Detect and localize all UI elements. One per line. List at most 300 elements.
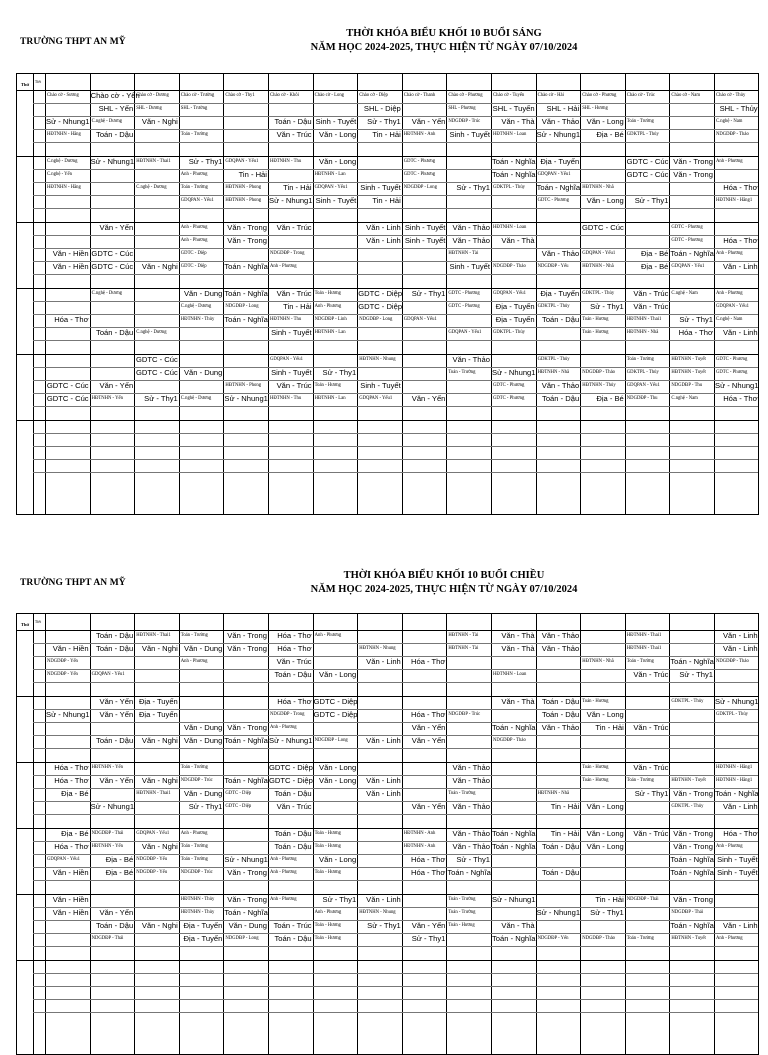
lesson-cell: Địa - Tuyến <box>183 921 223 930</box>
lesson-cell: C.nghệ - Dương <box>136 185 167 190</box>
lesson-cell: Văn - Long <box>319 855 357 864</box>
lesson-cell: Sinh - Tuyết <box>404 223 446 232</box>
lesson-cell: Chào cờ - Sương <box>47 93 79 98</box>
lesson-cell: Văn - Linh <box>366 223 401 232</box>
lesson-cell: Văn - Thà <box>501 697 535 706</box>
lesson-cell: GDKTPL - Thủy <box>493 185 526 190</box>
lesson-cell: Văn - Nghi <box>141 644 178 653</box>
lesson-cell: Văn - Trúc <box>633 289 669 298</box>
lesson-cell: Văn - Long <box>319 776 357 785</box>
lesson-cell: GDTC - Phương <box>448 304 480 309</box>
lesson-cell: HĐTNHN - Thủy <box>180 897 215 902</box>
lesson-cell: NDGDĐP - Yếu <box>136 857 168 862</box>
lesson-cell: GDQPAN - Yếu1 <box>671 264 705 269</box>
lesson-cell: NDGDĐP - Thu <box>626 396 658 401</box>
lesson-cell: Văn - Linh <box>366 236 401 245</box>
lesson-cell: Văn - Yến <box>99 776 134 785</box>
lesson-cell: GDTC - Diệp <box>180 251 207 256</box>
grid-row-line <box>33 142 758 143</box>
lesson-cell: Anh - Phương <box>716 251 743 256</box>
lesson-cell: GDQPAN - Yếu1 <box>47 857 80 862</box>
lesson-cell: Sinh - Tuyết <box>315 117 357 126</box>
lesson-cell: HĐTNHN - Hằng1 <box>716 765 753 770</box>
lesson-cell: Văn - Hiền <box>52 895 89 904</box>
lesson-cell: Toán - Nghĩa <box>492 934 536 943</box>
lesson-cell: Văn - Linh <box>366 657 401 666</box>
lesson-cell: Toán - Trường <box>180 844 208 849</box>
lesson-cell: Sử - Nhung1 <box>715 697 759 706</box>
lesson-cell: Văn - Trong <box>673 157 713 166</box>
lesson-cell: Toán - Dậu <box>542 710 580 719</box>
lesson-cell: Anh - Phương <box>716 936 743 941</box>
lesson-cell: Chào cờ - Khôi <box>270 93 299 98</box>
lesson-cell: Sử - Thy1 <box>144 394 178 403</box>
lesson-cell: HĐTNHN - Nhã <box>582 185 614 190</box>
lesson-cell: HĐTNHN - Yến <box>91 765 123 770</box>
lesson-cell: GDTC - Phương <box>671 225 703 230</box>
lesson-cell: Địa - Bé <box>596 394 624 403</box>
lesson-cell: GDTC - Cúc <box>46 394 89 403</box>
lesson-cell: HĐTNHN - Thu <box>270 396 302 401</box>
grid-row-line <box>33 472 758 473</box>
lesson-cell: Toán - Nghĩa <box>224 262 268 271</box>
lesson-cell: Văn - Thảo <box>452 776 490 785</box>
grid-row-line <box>17 960 758 961</box>
lesson-cell: Toán - Dậu <box>274 670 312 679</box>
lesson-cell: SHL - Phương <box>448 106 476 111</box>
lesson-cell: Toán - Trường <box>626 778 654 783</box>
lesson-cell: GDTC - Diệp <box>358 289 403 298</box>
lesson-cell: Toán - Nghĩa <box>670 855 714 864</box>
lesson-cell: Văn - Linh <box>722 644 758 653</box>
lesson-cell: C.nghệ - Dương <box>180 304 212 309</box>
lesson-cell: Toán - Dậu <box>542 315 580 324</box>
lesson-cell: Văn - Hiền <box>52 249 89 258</box>
lesson-cell: Tin - Hải <box>372 196 401 205</box>
lesson-cell: Toán - Dậu <box>274 842 312 851</box>
lesson-cell: GDTC - Phương <box>448 291 480 296</box>
lesson-cell: HĐTNHN - Lan <box>314 172 346 177</box>
lesson-cell: C.nghệ - Dương <box>180 396 212 401</box>
lesson-cell: Toán - Hương <box>582 699 609 704</box>
lesson-cell: Văn - Long <box>319 763 357 772</box>
lesson-cell: Văn - Yến <box>411 394 446 403</box>
lesson-cell: Địa - Bé <box>61 829 89 838</box>
lesson-cell: Sinh - Tuyết <box>271 328 312 337</box>
lesson-cell: GDTC - Diệp <box>225 791 252 796</box>
lesson-cell: NDGDĐP - Trúc <box>448 712 481 717</box>
schedule-title <box>196 569 692 596</box>
lesson-cell: Toán - Nghĩa <box>224 776 268 785</box>
grid-row-line <box>33 1012 758 1013</box>
lesson-cell: NDGDĐP - Yến <box>47 659 78 664</box>
lesson-cell: Văn - Thảo <box>452 842 490 851</box>
lesson-cell: Văn - Thảo <box>452 802 490 811</box>
lesson-cell: GDKTPL - Thủy <box>626 132 659 137</box>
lesson-cell: Văn - Hiền <box>52 908 89 917</box>
lesson-cell: NDGDĐP - Long <box>359 317 393 322</box>
lesson-cell: Văn - Trúc <box>276 657 312 666</box>
lesson-cell: Hóa - Thơ <box>723 829 758 838</box>
lesson-cell: GDQPAN - Yếu1 <box>537 172 571 177</box>
lesson-cell: HĐTNHN - Thu <box>270 317 302 322</box>
lesson-cell: Văn - Linh <box>722 921 758 930</box>
lesson-cell: Sinh - Tuyết <box>717 855 758 864</box>
lesson-cell: Tin - Hải <box>595 723 624 732</box>
lesson-cell: Văn - Hiền <box>52 262 89 271</box>
lesson-cell: Sử - Nhung1 <box>90 157 135 166</box>
lesson-cell: HĐTNHN - Tài <box>448 633 479 638</box>
lesson-cell: Toán - Hương <box>448 923 475 928</box>
lesson-cell: NDGDĐP - Trúc <box>180 778 213 783</box>
lesson-cell: GDTC - Phương <box>403 159 436 164</box>
lesson-cell: NDGDĐP - Yến <box>47 672 78 677</box>
lesson-cell: Toán - Nghĩa <box>224 736 268 745</box>
lesson-cell: Văn - Trong <box>673 829 713 838</box>
lesson-cell: HĐTNHN - Thai1 <box>136 791 171 796</box>
lesson-cell: Văn - Trong <box>227 236 267 245</box>
lesson-cell: NDGDĐP - Long <box>403 185 437 190</box>
lesson-cell: Văn - Trúc <box>633 763 669 772</box>
lesson-cell: HĐTNHN - Thai1 <box>136 159 171 164</box>
lesson-cell: Sinh - Tuyết <box>360 381 401 390</box>
lesson-cell: Toán - Nghĩa <box>492 170 536 179</box>
lesson-cell: Toán - Hương <box>314 291 341 296</box>
lesson-cell: Sử - Thy1 <box>590 908 624 917</box>
lesson-cell: Chào cờ - Phương <box>582 93 617 98</box>
lesson-cell: Văn - Yến <box>99 223 134 232</box>
lesson-cell: NDGDĐP - Thảo <box>716 132 749 137</box>
lesson-cell: GDTC - Cúc <box>91 249 134 258</box>
lesson-cell: Chào cờ - Trường <box>180 93 215 98</box>
lesson-cell: Văn - Trúc <box>633 670 669 679</box>
title-line-2: NĂM HỌC 2024-2025, THỰC HIỆN TỪ NGÀY 07/10/2024 <box>310 41 578 53</box>
lesson-cell: NDGDĐP - Thái <box>91 936 124 941</box>
lesson-cell: Tin - Hải <box>595 895 624 904</box>
grid-row-line <box>33 854 758 855</box>
lesson-cell: Văn - Linh <box>366 776 401 785</box>
lesson-cell: Văn - Nghi <box>141 262 178 271</box>
grid-col-line <box>33 74 34 514</box>
school-name: TRƯỜNG THPT AN MỸ <box>20 37 126 47</box>
lesson-cell: HĐTNHN - Thủy <box>180 317 215 322</box>
lesson-cell: GDTC - Diệp <box>225 804 252 809</box>
lesson-cell: Anh - Phương <box>314 633 342 638</box>
schedule-title <box>196 27 692 54</box>
lesson-cell: Sử - Thy1 <box>679 670 713 679</box>
lesson-cell: Sử - Nhung1 <box>46 117 90 126</box>
lesson-cell: Toán - Trường <box>626 119 654 124</box>
lesson-cell: Toán - Hương <box>314 844 341 849</box>
lesson-cell: Văn - Long <box>319 157 357 166</box>
lesson-cell: Văn - Thà <box>501 631 535 640</box>
lesson-cell: HĐTNHN - Loan <box>493 672 527 677</box>
lesson-cell: Chào cờ - Hải <box>537 93 564 98</box>
lesson-cell: HĐTNHN - Lan <box>314 396 346 401</box>
lesson-cell: Toán - Dậu <box>96 921 134 930</box>
lesson-cell: Địa - Tuyến <box>138 697 178 706</box>
grid-row-line <box>33 907 758 908</box>
lesson-cell: SHL - Tuyến <box>492 104 535 113</box>
lesson-cell: SHL - Diệp <box>363 104 401 113</box>
lesson-cell: Tin - Hải <box>550 829 580 838</box>
lesson-cell: C.nghệ - Dương <box>91 291 123 296</box>
lesson-cell: Hóa - Thơ <box>54 763 89 772</box>
lesson-cell: Toán - Hương <box>582 317 609 322</box>
lesson-cell: Văn - Yến <box>99 908 134 917</box>
lesson-cell: Sử - Thy1 <box>634 196 669 205</box>
lesson-cell: Anh - Phương <box>314 910 342 915</box>
lesson-cell: Anh - Phương <box>716 291 743 296</box>
lesson-cell: Sử - Thy1 <box>188 157 223 166</box>
grid-col-line <box>134 74 135 514</box>
lesson-cell: Văn - Nghi <box>141 921 178 930</box>
title-line-2: NĂM HỌC 2024-2025, THỰC HIỆN TỪ NGÀY 07/10/2024 <box>310 583 578 595</box>
lesson-cell: HĐTNHN - Phong <box>225 198 262 203</box>
lesson-cell: Tin - Hải <box>550 802 580 811</box>
lesson-cell: HĐTNHN - Hằng <box>47 132 81 137</box>
lesson-cell: Toán - Nghĩa <box>492 829 536 838</box>
lesson-cell: Sử - Nhung1 <box>715 381 759 390</box>
lesson-cell: Chào cờ - Dương <box>136 93 169 98</box>
lesson-cell: GDTC - Diệp <box>313 710 358 719</box>
lesson-cell: Sử - Nhung1 <box>269 196 313 205</box>
lesson-cell: Văn - Thảo <box>452 763 490 772</box>
lesson-cell: GDTC - Phương <box>671 238 703 243</box>
grid-row-line <box>33 446 758 447</box>
lesson-cell: HĐTNHN - Loan <box>493 225 527 230</box>
lesson-cell: Văn - Hiền <box>52 868 89 877</box>
lesson-cell: Văn - Trong <box>673 170 713 179</box>
lesson-cell: Văn - Linh <box>366 789 401 798</box>
lesson-cell: Toán - Nghĩa <box>492 723 536 732</box>
lesson-cell: Toán - Trường <box>448 791 476 796</box>
lesson-cell: Văn - Trúc <box>276 130 312 139</box>
lesson-cell: Văn - Nghi <box>141 117 178 126</box>
lesson-cell: Hóa - Thơ <box>723 394 758 403</box>
lesson-cell: Văn - Long <box>586 829 624 838</box>
lesson-cell: Văn - Trong <box>227 723 267 732</box>
lesson-cell: Sử - Nhung1 <box>536 908 581 917</box>
lesson-cell: Anh - Phương <box>716 159 743 164</box>
lesson-cell: Toán - Hương <box>314 923 341 928</box>
lesson-cell: NDGDĐP - Thái <box>671 910 704 915</box>
lesson-cell: HĐTNHN - Loan <box>493 132 527 137</box>
grid-row-line <box>33 880 758 881</box>
lesson-cell: GDKTPL - Thủy <box>537 357 570 362</box>
lesson-cell: NDGDĐP - Long <box>314 738 348 743</box>
grid-row-line <box>33 393 758 394</box>
lesson-cell: Văn - Trong <box>227 895 267 904</box>
lesson-cell: NDGDĐP - Thu <box>671 383 703 388</box>
lesson-cell: Địa - Tuyến <box>495 315 535 324</box>
lesson-cell: Toán - Nghĩa <box>492 842 536 851</box>
timetable-grid <box>16 73 759 515</box>
lesson-cell: Chào cờ - Trúc <box>626 93 655 98</box>
lesson-cell: HĐTNHN - Nhã <box>537 370 570 375</box>
lesson-cell: Văn - Trúc <box>276 223 312 232</box>
lesson-cell: Hóa - Thơ <box>54 315 89 324</box>
lesson-cell: Văn - Trong <box>673 842 713 851</box>
lesson-cell: GDTC - Cúc <box>136 355 178 364</box>
lesson-cell: NDGDĐP - Long <box>225 304 259 309</box>
lesson-cell: Văn - Trúc <box>276 289 312 298</box>
timetable-grid <box>16 613 759 1055</box>
lesson-cell: Toán - Dậu <box>96 736 134 745</box>
grid-col-line <box>33 614 34 1054</box>
lesson-cell: Địa - Tuyến <box>138 710 178 719</box>
lesson-cell: Toán - Dậu <box>96 631 134 640</box>
lesson-cell: GDKTPL - Thủy <box>671 699 704 704</box>
lesson-cell: SHL - Dương <box>136 106 162 111</box>
lesson-cell: NDGDĐP - Thảo <box>493 738 526 743</box>
lesson-cell: Văn - Hiền <box>52 644 89 653</box>
lesson-cell: Sử - Nhung1 <box>224 855 268 864</box>
lesson-cell: GDTC - Phương <box>716 357 748 362</box>
lesson-cell: Văn - Thảo <box>452 223 490 232</box>
lesson-cell: Sinh - Tuyết <box>717 868 758 877</box>
lesson-cell: Hóa - Thơ <box>411 710 446 719</box>
lesson-cell: GDTC - Cúc <box>582 223 624 232</box>
lesson-cell: Toán - Nghĩa <box>670 921 714 930</box>
lesson-cell: GDTC - Phương <box>537 198 569 203</box>
grid-row-line <box>33 973 758 974</box>
lesson-cell: Sử - Thy1 <box>322 368 357 377</box>
lesson-cell: Sử - Thy1 <box>188 802 223 811</box>
lesson-cell: SHL - Yến <box>98 104 134 113</box>
lesson-cell: Tin - Hải <box>283 183 312 192</box>
grid-row-line <box>33 406 758 407</box>
lesson-cell: GDQPAN - Yếu1 <box>582 251 616 256</box>
lesson-cell: NDGDĐP - Thảo <box>582 936 615 941</box>
lesson-cell: SHL - Thủy <box>719 104 758 113</box>
lesson-cell: GDTC - Diệp <box>269 763 313 772</box>
lesson-cell: Hóa - Thơ <box>411 657 446 666</box>
lesson-cell: GDQPAN - Yếu1 <box>403 317 437 322</box>
lesson-cell: Sử - Thy1 <box>411 289 446 298</box>
lesson-cell: Văn - Thảo <box>452 355 490 364</box>
lesson-cell: Toán - Nghĩa <box>447 868 491 877</box>
lesson-cell: Toán - Nghĩa <box>715 789 759 798</box>
grid-row-line <box>33 867 758 868</box>
lesson-cell: Toán - Dậu <box>542 868 580 877</box>
grid-row-line <box>17 420 758 421</box>
lesson-cell: Văn - Dung <box>183 723 223 732</box>
lesson-cell: Địa - Tuyến <box>183 934 223 943</box>
lesson-cell: Hóa - Thơ <box>723 183 758 192</box>
lesson-cell: Văn - Thảo <box>541 631 580 640</box>
lesson-cell: Toán - Nghĩa <box>670 657 714 666</box>
lesson-cell: C.nghệ - Nam <box>671 396 698 401</box>
lesson-cell: Hóa - Thơ <box>678 328 713 337</box>
lesson-cell: SHL - Hải <box>546 104 580 113</box>
lesson-cell: GDQPAN - Yếu1 <box>180 198 214 203</box>
lesson-cell: Hóa - Thơ <box>723 236 758 245</box>
lesson-cell: NDGDĐP - Thảo <box>582 370 615 375</box>
lesson-cell: Tin - Hải <box>238 170 267 179</box>
lesson-cell: Văn - Thà <box>501 236 535 245</box>
lesson-cell: GDQPAN - Yếu1 <box>359 396 393 401</box>
lesson-cell: HĐTNHN - Anh <box>403 132 436 137</box>
lesson-cell: Toán - Dậu <box>542 394 580 403</box>
lesson-cell: Văn - Thảo <box>452 236 490 245</box>
lesson-cell: HĐTNHN - Hằng1 <box>716 198 753 203</box>
lesson-cell: Toán - Trường <box>180 857 208 862</box>
lesson-cell: Anh - Phương <box>716 844 743 849</box>
lesson-cell: HĐTNHN - Tài <box>448 646 479 651</box>
lesson-cell: GDQPAN - Yếu1 <box>225 159 259 164</box>
grid-row-line <box>33 340 758 341</box>
lesson-cell: Văn - Dung <box>228 921 267 930</box>
lesson-cell: Anh - Phương <box>180 659 208 664</box>
lesson-cell: GDTC - Phương <box>493 396 525 401</box>
lesson-cell: GDQPAN - Yếu1 <box>448 330 482 335</box>
lesson-cell: NDGDĐP - Yếu <box>136 870 168 875</box>
lesson-cell: Văn - Linh <box>722 631 758 640</box>
lesson-cell: Hóa - Thơ <box>277 631 312 640</box>
lesson-cell: Văn - Yến <box>411 117 446 126</box>
lesson-cell: Toán - Hương <box>314 383 341 388</box>
lesson-cell: Chào cờ - Thy1 <box>225 93 255 98</box>
lesson-cell: Toán - Dậu <box>542 697 580 706</box>
lesson-cell: GDTC - Diệp <box>358 302 403 311</box>
lesson-cell: Văn - Thà <box>501 921 535 930</box>
lesson-cell: NDGDĐP - Yến <box>537 936 569 941</box>
lesson-cell: Văn - Thảo <box>541 381 580 390</box>
lesson-cell: Sinh - Tuyết <box>315 196 357 205</box>
lesson-cell: Toán - Trúc <box>273 921 312 930</box>
lesson-cell: GDTC - Cúc <box>136 368 178 377</box>
lesson-cell: Toán - Nghĩa <box>670 249 714 258</box>
lesson-cell: HĐTNHN - Tài <box>448 251 479 256</box>
lesson-cell: GDKTPL - Thủy <box>671 804 704 809</box>
lesson-cell: Văn - Trúc <box>633 302 669 311</box>
lesson-cell: HĐTNHN - Tuyết <box>671 370 706 375</box>
grid-row-line <box>33 748 758 749</box>
lesson-cell: HĐTNHN - Thai1 <box>626 317 662 322</box>
lesson-cell: Văn - Linh <box>722 802 758 811</box>
lesson-cell: Văn - Yến <box>411 723 446 732</box>
lesson-cell: HĐTNHN - Phong <box>225 185 262 190</box>
lesson-cell: GDTC - Diệp <box>313 697 358 706</box>
lesson-cell: HĐTNHN - Thai1 <box>136 633 171 638</box>
lesson-cell: Văn - Trúc <box>633 723 669 732</box>
lesson-cell: Anh - Phương <box>270 870 297 875</box>
lesson-cell: Địa - Bé <box>640 262 669 271</box>
lesson-cell: Văn - Long <box>586 842 624 851</box>
lesson-cell: C.nghệ - Nam <box>716 119 743 124</box>
lesson-cell: Toán - Dậu <box>96 644 134 653</box>
lesson-cell: Toán - Dậu <box>96 130 134 139</box>
grid-row-line <box>33 933 758 934</box>
grid-row-line <box>33 433 758 434</box>
grid-row-line <box>33 682 758 683</box>
lesson-cell: NDGDĐP - Thảo <box>493 264 526 269</box>
lesson-cell: Tin - Hải <box>372 130 401 139</box>
lesson-cell: HĐTNHN - Tuyết <box>671 936 706 941</box>
lesson-cell: Toán - Trường <box>180 633 208 638</box>
lesson-cell: HĐTNHN - Tuyết <box>671 357 706 362</box>
lesson-cell: Văn - Long <box>586 802 624 811</box>
lesson-cell: HĐTNHN - Phong <box>225 383 262 388</box>
lesson-cell: Hóa - Thơ <box>277 697 312 706</box>
lesson-cell: Sinh - Tuyết <box>360 183 401 192</box>
lesson-cell: Chào cờ - Tuyến <box>493 93 525 98</box>
lesson-cell: Sử - Thy1 <box>367 921 401 930</box>
lesson-cell: Anh - Phương <box>180 172 208 177</box>
lesson-cell: HĐTNHN - Lan <box>314 330 346 335</box>
lesson-cell: Văn - Linh <box>366 895 401 904</box>
